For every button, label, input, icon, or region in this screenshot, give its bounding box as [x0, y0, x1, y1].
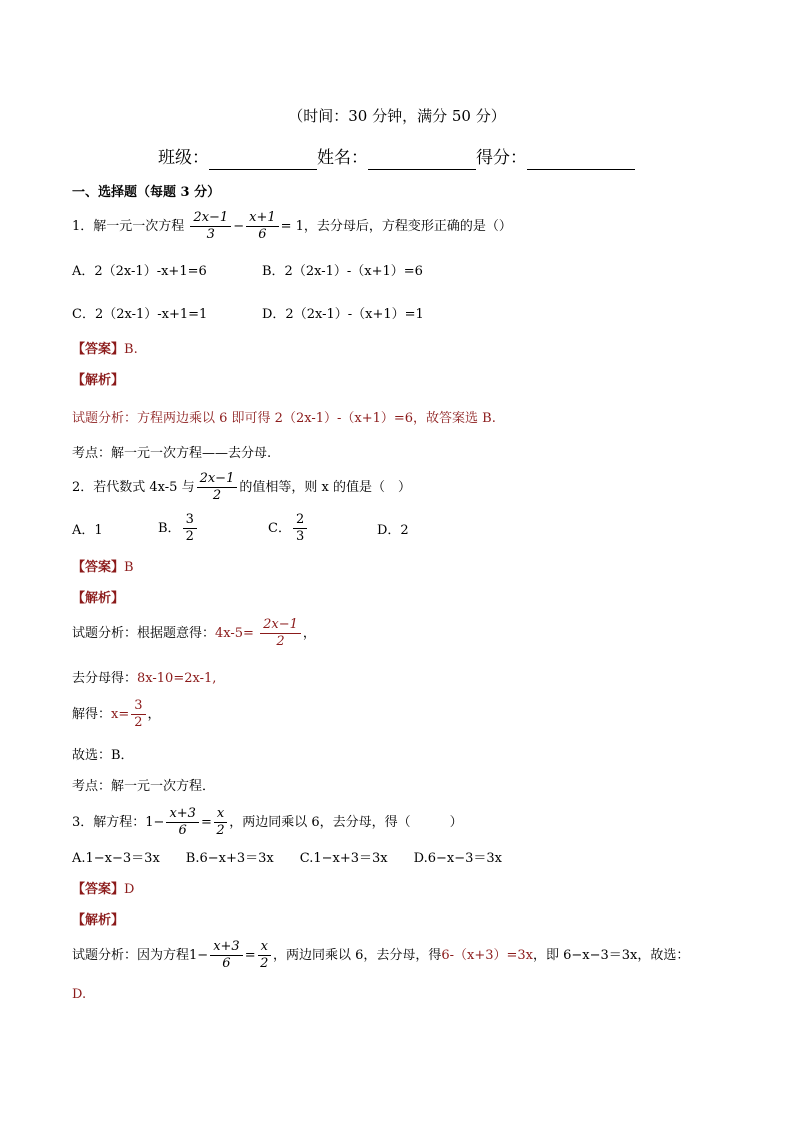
q3-analysis-fraction-2: $\frac{x}{2}$	[258, 939, 271, 972]
q2-option-c[interactable]: C． $\frac{2}{3}$	[268, 512, 309, 545]
student-info-row	[158, 146, 635, 170]
q3-answer-value: D	[124, 882, 135, 897]
q1-prefix: 1．解一元一次方程	[72, 219, 185, 234]
q3-analysis-tag: 【解析】	[72, 913, 125, 928]
q3-analysis-line2: D.	[72, 987, 87, 1002]
q1-answer	[72, 341, 138, 359]
q3-analysis-fraction-1: $\frac{x+3}{6}$	[210, 939, 243, 972]
name-label: 姓名：	[317, 148, 368, 168]
q2-analysis-line1: 试题分析：根据题意得：4x-5= $\frac{2x-1}{2}$ ，	[72, 617, 316, 649]
q3-eq: =	[200, 815, 212, 830]
q1-kaodian: 考点：解一元一次方程——去分母.	[72, 446, 272, 461]
q3-stem	[72, 806, 463, 839]
score-label: 得分：	[476, 148, 527, 168]
q3-answer	[72, 881, 134, 899]
class-label: 班级：	[158, 148, 209, 168]
q2-answer	[72, 559, 134, 577]
q3-prefix: 3．解方程：1−	[72, 815, 165, 830]
q2-solution-fraction: $\frac{3}{2}$	[131, 698, 145, 731]
q1-answer-value: B.	[124, 342, 138, 357]
q2-analysis-tag: 【解析】	[72, 591, 125, 606]
q1-fraction-2: $\frac{x+1}{6}$	[246, 210, 279, 243]
q2-answer-value: B	[124, 560, 134, 575]
q1-analysis-text: 试题分析：方程两边乘以 6 即可得 2（2x-1）-（x+1）=6，故答案选 B.	[72, 411, 496, 426]
q2-analysis-line3: 解得：x= $\frac{3}{2}$ ，	[72, 698, 161, 730]
q2-prefix: 2．若代数式 4x-5 与	[72, 480, 195, 495]
score-field[interactable]	[527, 149, 635, 170]
q1-eq-rhs: = 1	[280, 219, 304, 234]
q1-suffix: ，去分母后，方程变形正确的是（）	[303, 219, 512, 234]
q2-analysis-line2: 去分母得：8x-10=2x-1,	[72, 671, 217, 686]
q2-option-b-fraction: $\frac{3}{2}$	[183, 512, 197, 545]
q2-option-b[interactable]: B． $\frac{3}{2}$	[158, 512, 199, 545]
q1-option-c[interactable]: C．2（2x-1）-x+1=1	[72, 307, 208, 322]
q1-analysis-tag: 【解析】	[72, 373, 125, 388]
q1-option-a[interactable]: A．2（2x-1）-x+1=6	[72, 264, 207, 279]
q3-fraction-2: $\frac{x}{2}$	[214, 806, 227, 839]
q1-option-d[interactable]: D．2（2x-1）-（x+1）=1	[262, 307, 424, 322]
q1-option-b[interactable]: B．2（2x-1）-（x+1）=6	[262, 264, 423, 279]
q2-option-d[interactable]: D．2	[377, 523, 409, 538]
name-field[interactable]	[368, 149, 476, 170]
q2-suffix: 的值相等，则 x 的值是（ ）	[239, 480, 411, 495]
q2-stem	[72, 471, 411, 504]
q2-analysis-line4: 故选：B．	[72, 748, 134, 763]
q3-answer-tag: 【答案】	[72, 882, 125, 897]
q3-fraction-1: $\frac{x+3}{6}$	[166, 806, 199, 839]
time-info: （时间：30 分钟，满分 50 分）	[288, 107, 506, 125]
q3-options[interactable]: A.1−x−3＝3x B.6−x+3＝3x C.1−x+3＝3x D.6−x−3＝3x	[72, 851, 502, 866]
q2-fraction: $\frac{2x-1}{2}$	[197, 471, 238, 504]
q1-stem	[72, 210, 512, 243]
class-field[interactable]	[209, 149, 317, 170]
q2-answer-tag: 【答案】	[72, 560, 125, 575]
q3-analysis-line1: 试题分析：因为方程1− $\frac{x+3}{6}$ = $\frac{x}{2}$ ，两边同乘以 6，去分母，得6-（x+3）=3x，即 6−x−3＝3x，故选：	[72, 939, 690, 971]
q3-suffix: ，两边同乘以 6，去分母，得（ ）	[229, 815, 463, 830]
q1-answer-tag: 【答案】	[72, 342, 125, 357]
q2-option-a[interactable]: A．1	[72, 523, 103, 538]
q2-option-c-fraction: $\frac{2}{3}$	[293, 512, 307, 545]
q1-minus: −	[233, 219, 245, 234]
q1-fraction-1: $\frac{2x-1}{3}$	[190, 210, 231, 243]
q2-kaodian: 考点：解一元一次方程．	[72, 779, 216, 794]
section-title: 一、选择题（每题 3 分）	[72, 185, 221, 200]
q2-analysis-fraction: $\frac{2x-1}{2}$	[260, 617, 301, 650]
